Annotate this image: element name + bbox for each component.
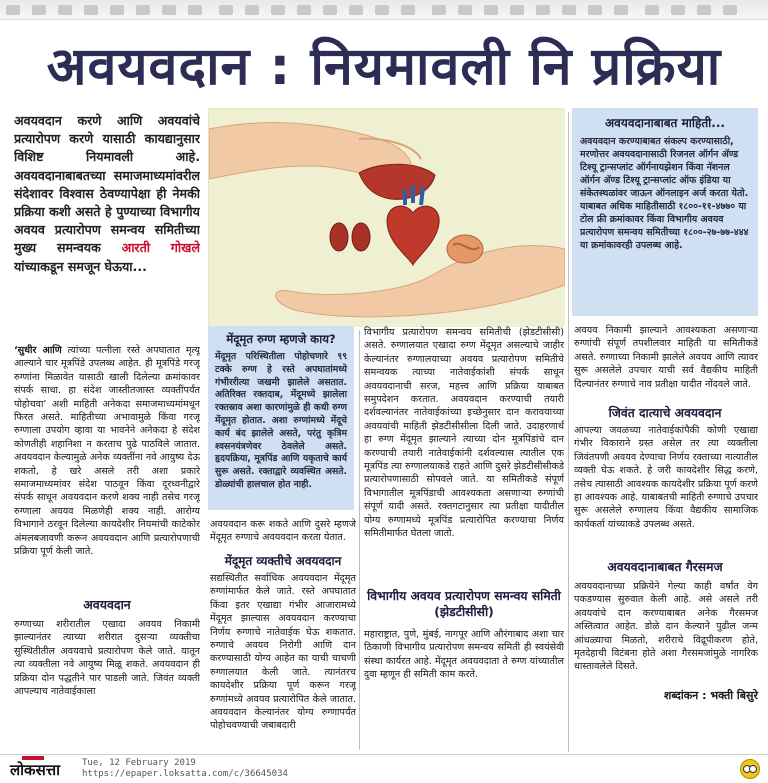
left-body-text: त्यांच्या पत्नीला रस्ते अपघातात मृत्यू आल्याने चार मूत्रपिंडे उपलब्ध आहेत. ही मूत्रपिंडे गरजू रुग्णांना मिळावेत यासाठी खाली दिलेल्या क्रमांकावर संपर्क साधा. हा संदेश जास्तीतजास्त व्यक्तींपर्यंत पोहोचवा’ अशी माहिती अनेकदा समाजमाध्यमांमधून फिरत असते. माहितीच्या अभावामुळे किंवा गरजू रुग्णाला उपयोग व्हावा या भावनेने अनेकदा हे संदेश कोणतीही शहानिशा न करताच पुढे पाठविले जातात. अवयवदान केल्यामुळे अनेक व्यक्तींना नवे आयुष्य देऊ शकतो, हे खरे असले तरी अशा प्रकारे समाजमाध्यमांवर संदेश पाठवून किंवा दूरध्वनीद्वारे संपर्क साधून अवयवदान करणे शक्य नाही तसेच गरजू रुग्णाला अवयव मिळणेही शक्य नाही. आरोग्य विभागाने ठरवून दिलेल्या कायदेशीर नियमांची काटेकोर अंमलबजावणी करून अवयवदान आणि प्रत्यारोपणाची प्रक्रिया पूर्ण केली जाते. (14, 345, 200, 558)
left-body (14, 344, 200, 594)
subheading-organ-donation: अवयवदान (83, 597, 131, 612)
intro-text-after: यांच्याकडून समजून घेऊया... (14, 258, 147, 274)
left-body-2: रुग्णाच्या शरीरातील एखादा अवयव निकामी झाल्यानंतर त्याच्या शरीरात दुसऱ्या व्यक्तीचा सुस्थितीतील अवयवाचे प्रत्यारोपण केले जाते. यातून त्या व्यक्तीला नवे आयुष्य मिळू शकते. अवयवदान ही प्रक्रिया दोन पद्धतीने पार पाडली जाते. जिवंत व्यक्ती आपल्याच नातेवाईकाला (14, 619, 200, 698)
right-text-b: आपल्या जवळच्या नातेवाईकांपैकी कोणी एखाद्या गंभीर विकाराने ग्रस्त असेल तर त्या व्यक्तीला जिवंतपणी अवयव देण्याचा निर्णय रक्ताच्या नात्यातील व्यक्ती घेऊ शकते. हे जरी कायदेशीर सिद्ध करणे, तसेच त्यासाठी आवश्यक कायदेशीर प्रक्रिया पूर्ण करणे हा आवश्यक आहे. याबाबतची माहिती रुग्णाचे उपचार सुरू असलेले रुग्णालय किंवा वैद्यकीय सामाजिक कार्यकर्ता यांच्याकडे उपलब्ध असते. (574, 425, 758, 530)
hands-organs-icon (209, 109, 565, 327)
publish-date: Tue, 12 February 2019 (82, 758, 196, 768)
brain-dead-info-box (208, 326, 354, 510)
brain-dead-box-title: मेंदूमृत रुग्ण म्हणजे काय? (226, 332, 336, 346)
top-strip (0, 0, 768, 20)
subheading-ztcc: विभागीय अवयव प्रत्यारोपण समन्वय समिती (झेडटीसीसी) (367, 589, 561, 619)
donation-info-title: अवयवदानाबाबत माहिती... (605, 116, 725, 130)
byline: शब्दांकन : भक्ती बिसुरे (663, 689, 758, 702)
donation-info-box (572, 108, 758, 316)
subheading-misconceptions: अवयवदानाबाबत गैरसमज (607, 560, 723, 574)
headline: अवयवदान : नियमावली नि प्रक्रिया (46, 37, 722, 97)
dateline (82, 758, 288, 780)
newspaper-logo[interactable]: लोकसत्ता (10, 761, 60, 779)
footer (0, 754, 768, 783)
column-divider (568, 112, 569, 752)
right-text-a: अवयव निकामी झाल्याने आवश्यकता असणाऱ्या रुग्णांची संपूर्ण तपशीलवार माहिती या समितीकडे असते. रुग्णाच्या निकामी झालेले अवयव आणि त्यावर सुरू असलेले उपचार याची सर्व वैद्यकीय माहिती दिल्यानंतर रुग्णाचे नाव प्रतीक्षा यादीत नोंदवले जाते. (574, 325, 758, 390)
subheading-living-donor: जिवंत दात्याचे अवयवदान (608, 406, 722, 420)
left-body-lead: ‘सुधीर आणि (14, 345, 62, 356)
mid-text-b: सद्यस्थितीत सर्वाधिक अवयवदान मेंदूमृत रुग्णांमार्फत केले जाते. रस्ते अपघातात किंवा इतर एखाद्या गंभीर आजारामध्ये मेंदूमृत झाल्यास अवयवदान करण्याचा निर्णय रुग्णाचे नातेवाईक घेऊ शकतात. रुग्णाचे अवयव निरोगी आणि दान करण्यासाठी योग्य आहेत का याची चाचणी रुग्णालयात केली जाते. त्यानंतरच कायदेशीर प्रक्रिया पूर्ण करून गरजू रुग्णांमध्ये अवयव प्रत्यारोपित केले जातात. अवयवदान केल्यानंतर योग्य रुग्णापर्यंत पोहोचवण्याची जबाबदारी (210, 573, 356, 732)
owl-icon (740, 759, 760, 779)
col3-text-b: महाराष्ट्रात, पुणे, मुंबई, नागपूर आणि औरंगाबाद अशा चार ठिकाणी विभागीय प्रत्यारोपण समन्वय समिती ही स्वयंसेवी संस्था कार्यरत आहे. मेंदूमृत अवयवदाता ते रुग्ण यांच्यातील दुवा म्हणून ही समिती काम करते. (364, 629, 564, 681)
brain-dead-box-text: मेंदूमृत परिस्थितीला पोहोचणारे ९९ टक्के रुग्ण हे रस्ते अपघातांमध्ये गंभीररीत्या जखमी झालेले असतात. अतिरिक्त रक्तदाब, मेंदूमध्ये झालेला रक्तस्राव अशा कारणांमुळे ही कधी रुग्ण मेंदूमृत होतात. अशा रुग्णांमध्ये मेंदूचे कार्य बंद झालेले असते, परंतु कृत्रिम श्वसनयंत्रणेवर ठेवलेले असते. हृदयक्रिया, मूत्रपिंड आणि यकृताचे कार्य सुरू असते. रक्ताद्वारे व्यवस्थित असते. डोळ्यांची हालचाल होत नाही. (215, 351, 347, 490)
right-text-c: अवयवदानाच्या प्रक्रियेने गेल्या काही वर्षांत वेग पकडण्यास सुरुवात केली आहे. असे असले तरी अवयवांचे दान करण्याबाबत अनेक गैरसमज अस्तित्वात आहेत. डोळे दान केल्याने पुढील जन्म आंधळ्याचा मिळतो, शरीराचे विद्रूपीकरण होते, मृतदेहाची विटंबना होते अशा गैरसमजांमुळे नागरिक धास्तावलेले दिसते. (574, 581, 758, 673)
mid-text-a: अवयवदान करू शकते आणि दुसरे म्हणजे मेंदूमृत रुग्णाचे अवयवदान करता येतात. (210, 519, 356, 544)
donation-info-text: अवयवदान करण्याबाबत संकल्प करण्यासाठी, मरणोत्तर अवयवदानासाठी रिजनल ऑर्गन अ‍ॅण्ड टिश्यू ट्रान्सप्लांट ऑर्गनायझेशन किंवा नॅशनल ऑर्गन अ‍ॅण्ड टिश्यू ट्रान्सप्लांट ऑफ इंडिया या संकेतस्थळांवर जाऊन ऑनलाइन अर्ज करता येतो. याबाबत अधिक माहितीसाठी १८००-११-४७७० या टोल फ्री क्रमांकावर किंवा विभागीय अवयव प्रत्यारोपण समन्वय समितीच्या १८००-२७-७७-४४४ या क्रमांकावरही उपलब्ध आहे. (580, 136, 749, 251)
hands-organs-illustration (208, 108, 564, 326)
subheading-brain-dead-donation: मेंदूमृत व्यक्तीचे अवयवदान (224, 554, 342, 568)
intro-text-before: अवयवदान करणे आणि अवयवांचे प्रत्यारोपण करणे यासाठी कायद्यानुसार विशिष्ट नियमावली आहे. अवयवदानाबाबतच्या समाजमाध्यमांवरील संदेशावर विश्वास ठेवण्यापेक्षा ही नेमकी प्रक्रिया कशी असते हे पुण्याच्या विभागीय अवयव प्रत्यारोपण समन्वय समितीच्या मुख्य समन्वयक (14, 113, 200, 256)
column-divider (359, 330, 360, 750)
intro-paragraph (14, 112, 200, 334)
col3-text-a: विभागीय प्रत्यारोपण समन्वय समितीची (झेडटीसीसी) असते. रुग्णालयात एखादा रुग्ण मेंदूमृत असल्याचे जाहीर केल्यानंतर रुग्णालयाच्या अवयव प्रत्यारोपण समितीचे समन्वयक त्याच्या नातेवाईकांशी संपर्क साधून अवयवदानाची सरज, महत्त्व आणि प्रक्रिया याबाबत समुपदेशन करतात. अवयवदान करण्याची तयारी दर्शवल्यानंतर नातेवाईकांच्या इच्छेनुसार दान करावयाच्या अवयवांची माहिती झेडटीसीसीला दिली जाते. उदाहरणार्थ हा रुग्ण मेंदूमृत झाल्याने त्याच्या दोन मूत्रपिंडांचे दान करण्याची तयारी नातेवाईकांनी दर्शवल्यास त्यातील एक मूत्रपिंड त्या रुग्णालयाकडे राहते आणि दुसरे झेडटीसीसीकडे प्रत्यारोपणासाठी सोपवले जाते. या समितीकडे संपूर्ण विभागातील मूत्रपिंडाची आवश्यकता असणाऱ्या रुग्णांची संपूर्ण यादी असते. रक्तगटानुसार त्या प्रतीक्षा यादीतील योग्य रुग्णामध्ये मूत्रपिंड प्रत्यारोपित करण्याचा निर्णय समितीमार्फत घेतला जातो. (364, 327, 564, 540)
epaper-url[interactable]: https://epaper.loksatta.com/c/36645034 (82, 769, 288, 779)
intro-highlight-name: आरती गोखले (121, 240, 200, 256)
